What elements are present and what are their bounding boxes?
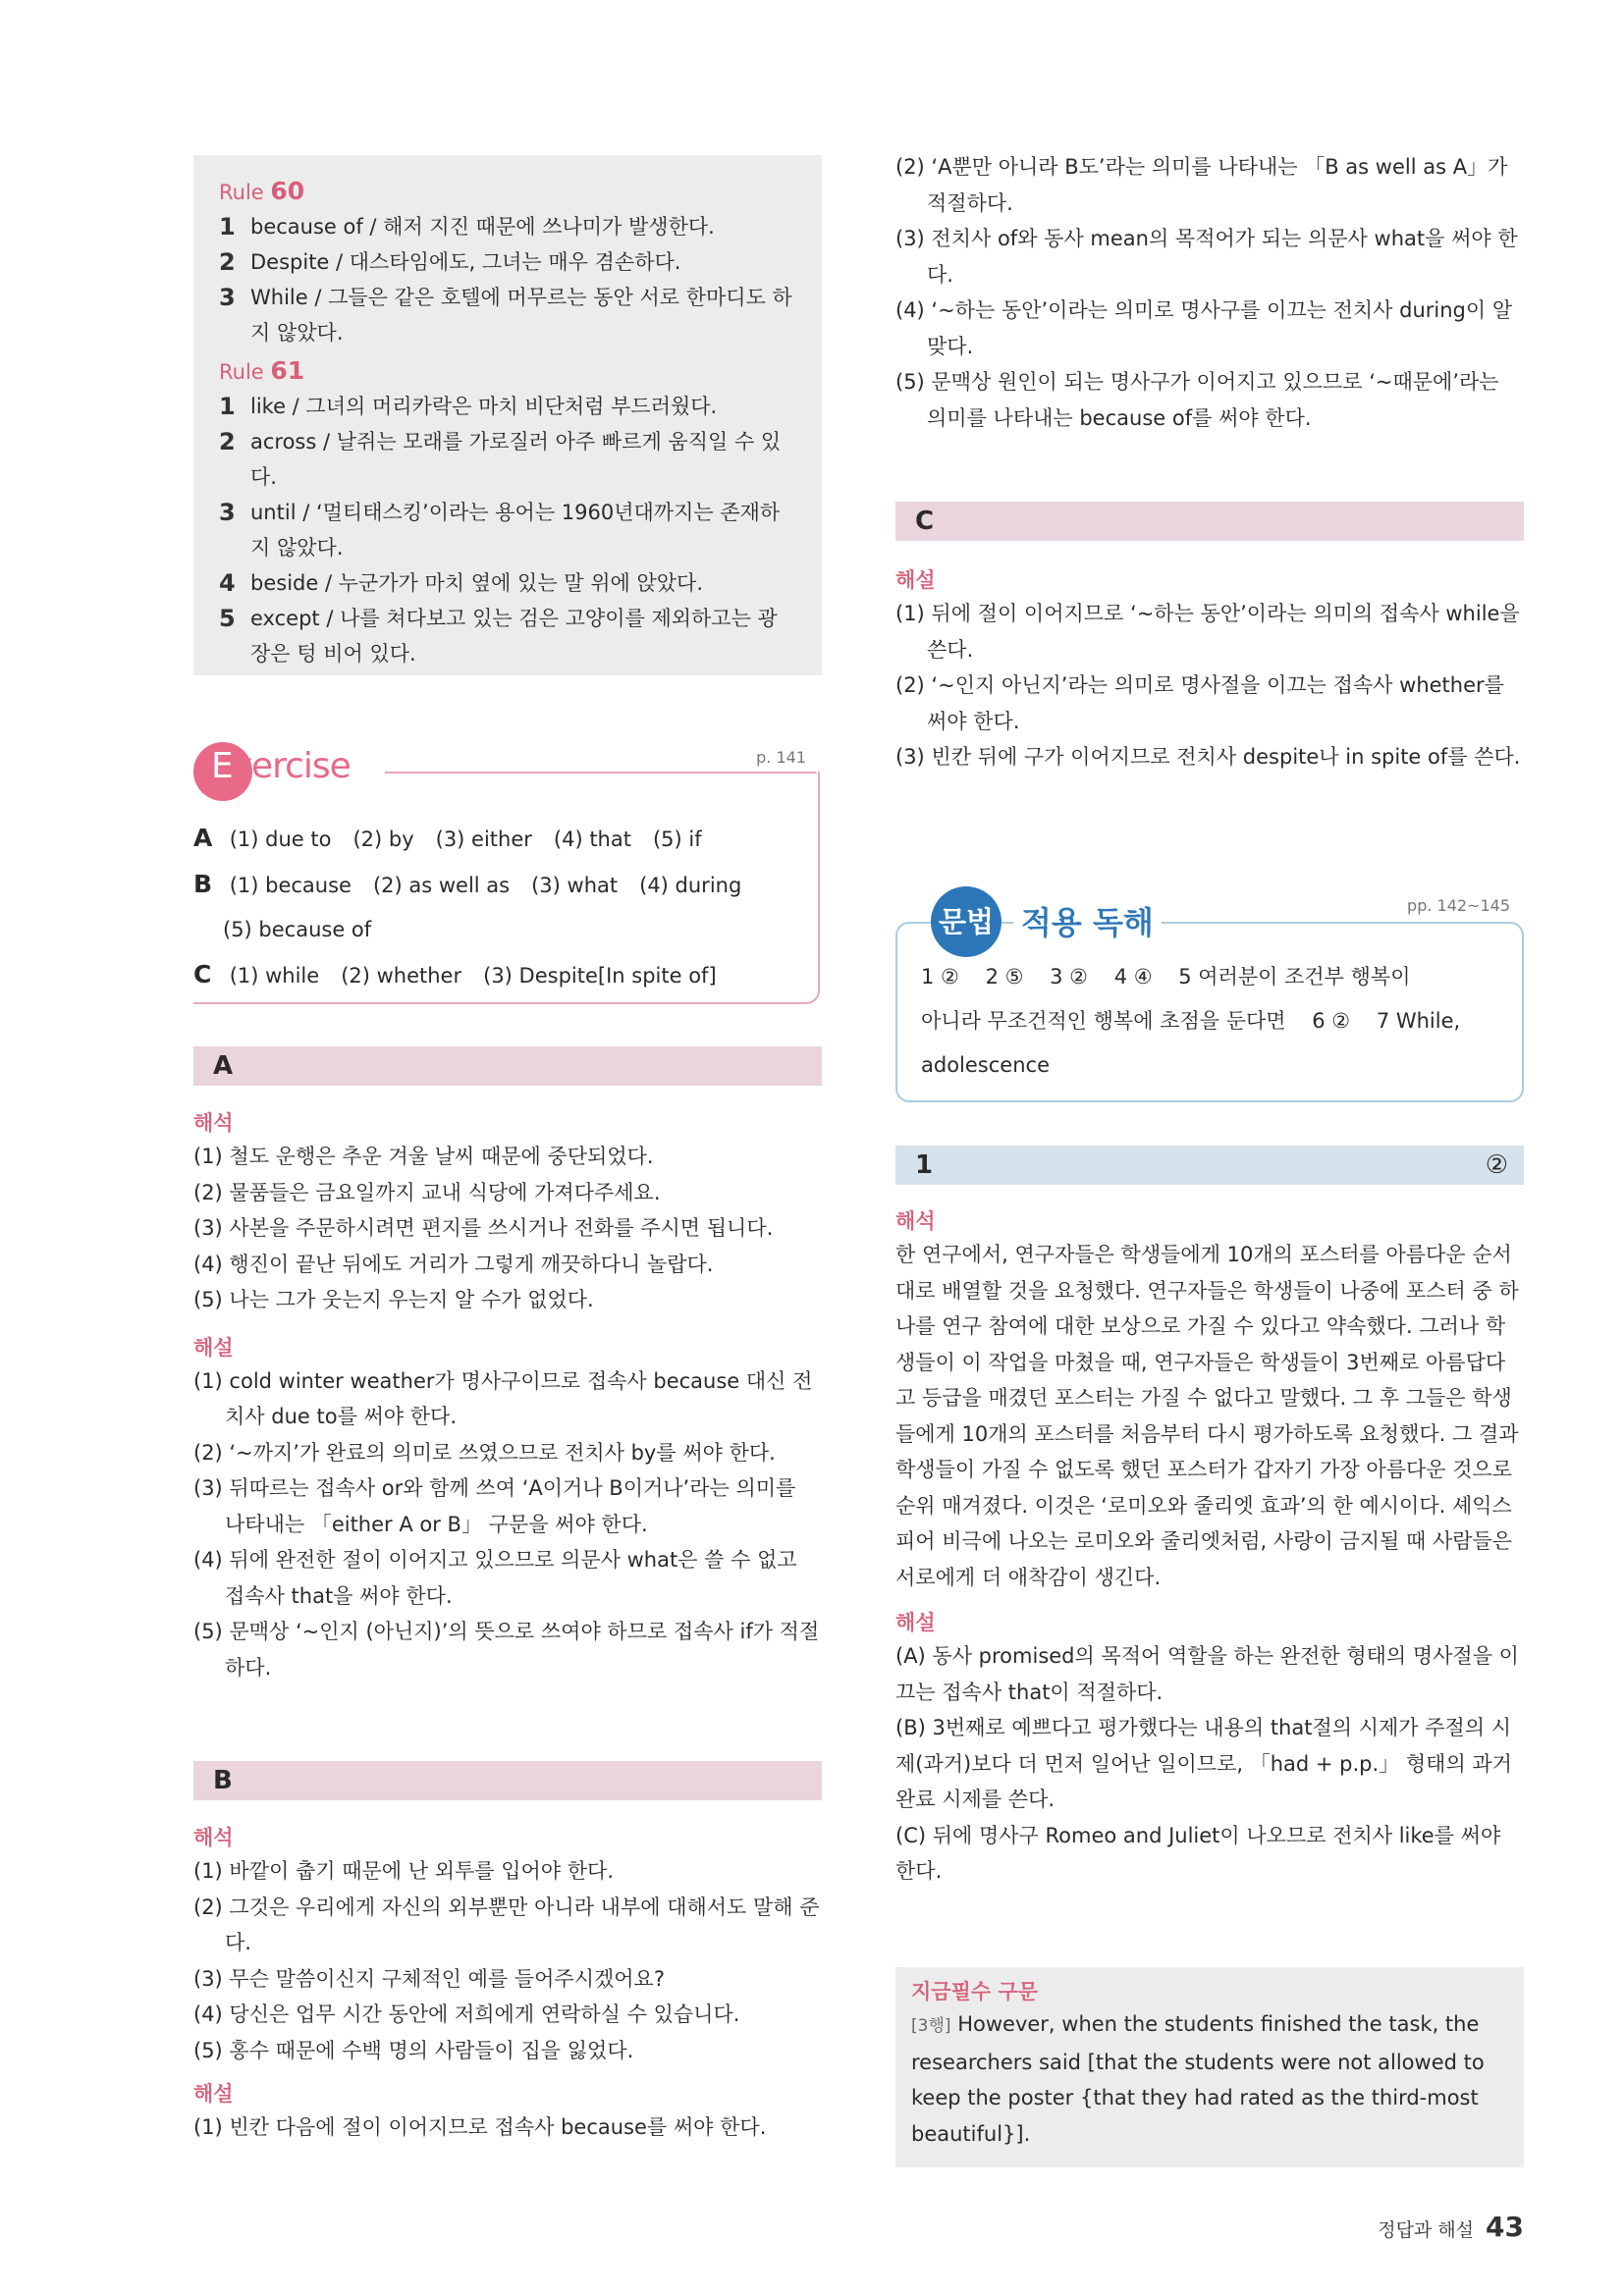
key-syntax-text: [3행] However, when the students finished the task, the researchers said [that the students were not allowed to keep the poster {that they had rated as the third-most beautiful}]. xyxy=(911,2012,1485,2146)
exercise-answers-c: C (1) while (2) whether (3) Despite[In spite of] xyxy=(193,960,717,988)
rule-61-item: 3 until / ‘멀티태스킹’이라는 용어는 1960년대까지는 존재하지 않았다. xyxy=(219,499,781,560)
page-number: 43 xyxy=(1486,2211,1524,2243)
key-syntax-label: 지금필수 구문 xyxy=(911,1980,1039,2003)
translation-line: (3) 무슨 말씀이신지 구체적인 예를 들어주시겠어요? xyxy=(193,1966,665,1991)
rule-61-item: 4 beside / 누군가가 마치 옆에 있는 말 위에 앉았다. xyxy=(219,569,704,597)
explanation-line: (3) 빈칸 뒤에 구가 이어지므로 전치사 despite나 in spite of를 쓴다. xyxy=(895,745,1521,769)
explanation-line: (3) 뒤따르는 접속사 or와 함께 쓰여 ‘A이거나 B이거나’라는 의미를 나타내는 「either A or B」 구문을 써야 한다. xyxy=(193,1476,796,1536)
section-c-body xyxy=(895,564,1524,775)
translation-label: 해석 xyxy=(895,1209,936,1233)
grammar-answers xyxy=(921,955,1510,1088)
section-1-header xyxy=(895,1146,1524,1185)
section-a-header: A xyxy=(193,1046,822,1086)
grammar-answer-line: 1 ② 2 ⑤ 3 ② 4 ④ 5 여러분이 조건부 행복이 xyxy=(921,965,1411,988)
translation-line: (4) 행진이 끝난 뒤에도 거리가 그렇게 깨끗하다니 놀랍다. xyxy=(193,1252,714,1276)
explanation-line: (2) ‘~인지 아닌지’라는 의미로 명사절을 이끄는 접속사 whether를 써야 한다. xyxy=(895,673,1504,733)
explanation-line: (1) 뒤에 절이 이어지므로 ‘~하는 동안’이라는 의미의 접속사 while을 쓴다. xyxy=(895,602,1520,662)
explanation-line: (C) 뒤에 명사구 Romeo and Juliet이 나오므로 전치사 like를 써야 한다. xyxy=(895,1823,1501,1883)
explanation-line: (5) 문맥상 ‘~인지 (아닌지)’의 뜻으로 쓰여야 하므로 접속사 if가 적절하다. xyxy=(193,1620,820,1680)
grammar-answer-line: adolescence xyxy=(921,1053,1050,1077)
translation-line: (1) 바깥이 춥기 때문에 난 외투를 입어야 한다. xyxy=(193,1859,615,1883)
rule-60-title: Rule 60 xyxy=(219,177,305,205)
section-b-header: B xyxy=(193,1761,822,1800)
explanation-line: (B) 3번째로 예쁘다고 평가했다는 내용의 that절의 시제가 주절의 시제(과거)보다 더 먼저 일어난 일이므로, 「had + p.p.」 형태의 과거완료 시제를 쓴다. xyxy=(895,1716,1512,1811)
exercise-answers-a: A (1) due to (2) by (3) either (4) that (5) if xyxy=(193,824,702,852)
translation-line: (2) 물품들은 금요일까지 교내 식당에 가져다주세요. xyxy=(193,1180,661,1204)
rule-60-item: 3 While / 그들은 같은 호텔에 머무르는 동안 서로 한마디도 하지 않았다. xyxy=(219,284,792,345)
section-1-title: 1 xyxy=(915,1150,934,1180)
rule-61-item: 2 across / 날쥐는 모래를 가로질러 아주 빠르게 움직일 수 있다. xyxy=(219,428,782,489)
rule-61-title: Rule 61 xyxy=(219,356,305,385)
explanation-line: (4) 뒤에 완전한 절이 이어지고 있으므로 의문사 what은 쓸 수 없고 접속사 that을 써야 한다. xyxy=(193,1548,797,1608)
grammar-reading-box xyxy=(895,886,1524,1102)
translation-label: 해석 xyxy=(193,1111,234,1135)
rule-61-item: 1 like / 그녀의 머리카락은 마치 비단처럼 부드러웠다. xyxy=(219,393,718,420)
rule-box xyxy=(193,155,822,675)
rule-60-item: 1 because of / 해저 지진 때문에 쓰나미가 발생한다. xyxy=(219,213,715,240)
grammar-title: 적용 독해 xyxy=(1013,898,1162,943)
translation-line: (5) 나는 그가 웃는지 우는지 알 수가 없었다. xyxy=(193,1288,594,1311)
explanation-line: (4) ‘~하는 동안’이라는 의미로 명사구를 이끄는 전치사 during이 알맞다. xyxy=(895,298,1513,358)
translation-line: (3) 사본을 주문하시려면 편지를 쓰시거나 전화를 주시면 됩니다. xyxy=(193,1216,774,1240)
explanation-label: 해설 xyxy=(193,1335,234,1360)
translation-line: (2) 그것은 우리에게 자신의 외부뿐만 아니라 내부에 대해서도 말해 준다. xyxy=(193,1895,820,1954)
exercise-answers-b: B (1) because (2) as well as (3) what (4) during xyxy=(193,870,742,898)
section-b-body xyxy=(193,1822,822,2146)
explanation-line: (5) 문맥상 원인이 되는 명사구가 이어지고 있으므로 ‘~때문에’라는 의미를 나타내는 because of를 써야 한다. xyxy=(895,370,1499,430)
section-c-header: C xyxy=(895,502,1524,541)
grammar-page-ref: pp. 142~145 xyxy=(1407,896,1510,915)
exercise-answers-b-cont: (5) because of xyxy=(223,918,372,941)
section-1-answer: ② xyxy=(1485,1150,1508,1180)
explanation-line: (2) ‘A뿐만 아니라 B도’라는 의미를 나타내는 「B as well as A」가 적절하다. xyxy=(895,155,1508,215)
explanation-line: (1) cold winter weather가 명사구이므로 접속사 because 대신 전치사 due to를 써야 한다. xyxy=(193,1368,813,1428)
exercise-box xyxy=(193,742,822,1007)
explanation-line: (1) 빈칸 다음에 절이 이어지므로 접속사 because를 써야 한다. xyxy=(193,2115,767,2139)
exercise-title: Exercise xyxy=(211,746,351,786)
explanation-label: 해설 xyxy=(895,568,936,592)
grammar-badge: 문법 xyxy=(931,886,1001,957)
explanation-label: 해설 xyxy=(193,2082,234,2106)
translation-paragraph: 한 연구에서, 연구자들은 학생들에게 10개의 포스터를 아름다운 순서대로 배열할 것을 요청했다. 연구자들은 학생들이 나중에 포스터 중 하나를 연구 참여에 대한 보상으로 가질 수 있다고 약속했다. 그러나 학생들이 이 작업을 마쳤을 때, 연구자들은 학생들이 3번째로 아름답다고 등급을 매겼던 포스터는 가질 수 없다고 말했다. 그 후 그들은 학생들에게 10개의 포스터를 처음부터 다시 평가하도록 요청했다. 그 결과 학생들이 가질 수 없도록 했던 포스터가 갑자기 가장 아름다운 것으로 순위 매겨졌다. 이것은 ‘로미오와 줄리엣 효과’의 한 예시이다. 셰익스피어 비극에 나오는 로미오와 줄리엣처럼, 사랑이 금지될 때 사람들은 서로에게 더 애착감이 생긴다. xyxy=(895,1243,1519,1589)
rule-61-item: 5 except / 나를 쳐다보고 있는 검은 고양이를 제외하고는 광장은 텅 비어 있다. xyxy=(219,605,778,666)
exercise-page-ref: p. 141 xyxy=(756,748,806,767)
explanation-line: (2) ‘~까지’가 완료의 의미로 쓰였으므로 전치사 by를 써야 한다. xyxy=(193,1440,776,1465)
key-syntax-box xyxy=(895,1967,1524,2167)
translation-line: (4) 당신은 업무 시간 동안에 저희에게 연락하실 수 있습니다. xyxy=(193,2002,740,2026)
translation-line: (1) 철도 운행은 추운 겨울 날씨 때문에 중단되었다. xyxy=(193,1145,654,1168)
page-footer xyxy=(1378,2211,1524,2243)
explanation-line: (A) 동사 promised의 목적어 역할을 하는 완전한 형태의 명사절을 이끄는 접속사 that이 적절하다. xyxy=(895,1644,1519,1704)
section-a-body xyxy=(193,1107,822,1685)
translation-line: (5) 홍수 때문에 수백 명의 사람들이 집을 잃었다. xyxy=(193,2038,634,2062)
section-b-continued xyxy=(895,149,1524,436)
section-1-body xyxy=(895,1205,1524,1890)
grammar-answer-line: 아니라 무조건적인 행복에 초점을 둔다면 6 ② 7 While, xyxy=(921,1009,1461,1033)
rule-60-item: 2 Despite / 대스타임에도, 그녀는 매우 겸손하다. xyxy=(219,248,681,276)
translation-label: 해석 xyxy=(193,1826,234,1849)
explanation-line: (3) 전치사 of와 동사 mean의 목적어가 되는 의문사 what을 써야 한다. xyxy=(895,227,1518,287)
explanation-label: 해설 xyxy=(895,1611,936,1634)
footer-label: 정답과 해설 xyxy=(1378,2219,1475,2241)
